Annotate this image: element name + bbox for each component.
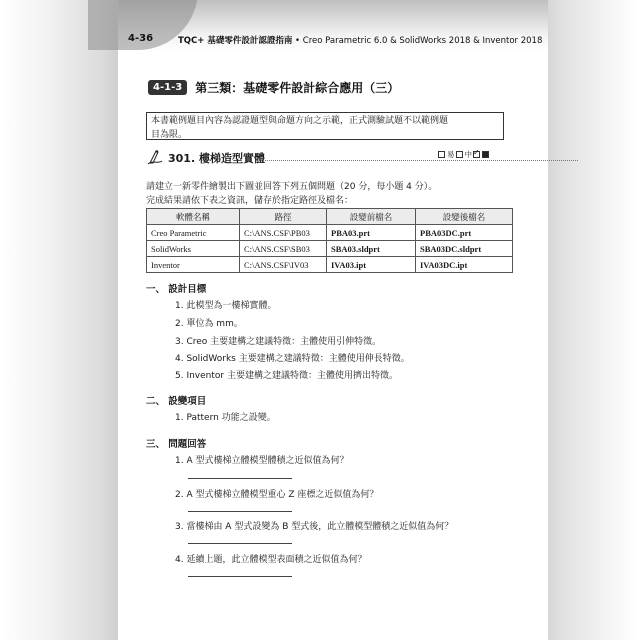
difficulty-hard-filled-box-icon bbox=[482, 151, 489, 158]
table-header: 軟體名稱 bbox=[147, 209, 240, 225]
table-cell-before: PBA03.prt bbox=[327, 225, 416, 241]
difficulty-easy-checkbox bbox=[438, 151, 445, 158]
table-row bbox=[147, 225, 513, 241]
table-row bbox=[147, 241, 513, 257]
list-item: 1. 此模型為一樓梯實體。 bbox=[175, 301, 277, 311]
design-goals-heading: 一、 設計目標 bbox=[146, 284, 207, 295]
table-cell-path: C:\ANS.CSF\PB03 bbox=[240, 225, 327, 241]
answer-line bbox=[188, 478, 292, 479]
design-change-heading: 二、 設變項目 bbox=[146, 396, 207, 407]
table-cell-software: Inventor bbox=[147, 257, 240, 273]
answer-line bbox=[188, 576, 292, 577]
left-page-shadow bbox=[0, 0, 118, 640]
table-cell-before: SBA03.sldprt bbox=[327, 241, 416, 257]
table-row bbox=[147, 257, 513, 273]
difficulty-easy-label: 易 bbox=[447, 150, 455, 159]
difficulty-indicator bbox=[436, 149, 490, 160]
list-item: 2. 單位為 mm。 bbox=[175, 319, 243, 329]
table-cell-after: IVA03DC.ipt bbox=[416, 257, 513, 273]
table-cell-before: IVA03.ipt bbox=[327, 257, 416, 273]
question-heading bbox=[146, 148, 508, 166]
section-title: 第三類：基礎零件設計綜合應用（三） bbox=[195, 81, 400, 95]
table-header: 設變後檔名 bbox=[416, 209, 513, 225]
table-cell-after: SBA03DC.sldprt bbox=[416, 241, 513, 257]
book-title-bold: TQC+ 基礎零件設計認證指南 bbox=[178, 36, 293, 46]
answer-line bbox=[188, 543, 292, 544]
difficulty-medium-label: 中 bbox=[464, 150, 472, 159]
notice-box bbox=[146, 112, 504, 140]
right-page-shadow bbox=[548, 0, 640, 640]
table-cell-software: Creo Parametric bbox=[147, 225, 240, 241]
question-title: 301. 樓梯造型實體 bbox=[168, 152, 265, 165]
notice-line-1: 本書範例題目內容為認證題型與命題方向之示範，正式測驗試題不以範例題 bbox=[151, 116, 449, 126]
page-number: 4-36 bbox=[128, 33, 154, 44]
intro-line-2: 完成結果請依下表之資訊，儲存於指定路徑及檔名： bbox=[146, 196, 354, 206]
list-item: 3. Creo 主要建構之建議特徵：主體使用引伸特徵。 bbox=[175, 337, 382, 347]
table-cell-path: C:\ANS.CSF\SB03 bbox=[240, 241, 327, 257]
table-cell-after: PBA03DC.prt bbox=[416, 225, 513, 241]
questions-heading: 三、 問題回答 bbox=[146, 439, 207, 450]
list-item: 1. Pattern 功能之設變。 bbox=[175, 413, 276, 423]
table-cell-path: C:\ANS.CSF\IV03 bbox=[240, 257, 327, 273]
list-item: 2. A 型式樓梯立體模型重心 Z 座標之近似值為何？ bbox=[175, 490, 379, 500]
list-item: 1. A 型式樓梯立體模型體積之近似值為何？ bbox=[175, 456, 349, 466]
notice-line-2: 目為限。 bbox=[151, 130, 188, 140]
intro-line-1: 請建立一新零件繪製出下圖並回答下列五個問題（20 分，每小題 4 分）。 bbox=[146, 182, 438, 192]
table-header: 設變前檔名 bbox=[327, 209, 416, 225]
page-header bbox=[118, 0, 548, 70]
list-item: 5. Inventor 主要建構之建議特徵：主體使用擠出特徵。 bbox=[175, 371, 398, 381]
list-item: 3. 當樓梯由 A 型式設變為 B 型式後，此立體模型體積之近似值為何？ bbox=[175, 522, 454, 532]
book-title bbox=[178, 34, 542, 46]
difficulty-medium-checkbox bbox=[456, 151, 463, 158]
list-item: 4. SolidWorks 主要建構之建議特徵：主體使用伸長特徵。 bbox=[175, 354, 410, 364]
table-header: 路徑 bbox=[240, 209, 327, 225]
book-title-rest: • Creo Parametric 6.0 & SolidWorks 2018 & Inventor 2018 bbox=[292, 36, 543, 46]
file-info-table bbox=[146, 208, 513, 273]
table-header-row bbox=[147, 209, 513, 225]
answer-line bbox=[188, 511, 292, 512]
list-item: 4. 延續上題，此立體模型表面積之近似值為何？ bbox=[175, 555, 367, 565]
difficulty-hard-checkmark-icon bbox=[473, 151, 480, 158]
section-badge: 4-1-3 bbox=[148, 80, 187, 95]
pen-tool-icon bbox=[146, 148, 164, 166]
question-dotted-leader bbox=[256, 160, 578, 161]
table-cell-software: SolidWorks bbox=[147, 241, 240, 257]
section-heading bbox=[148, 79, 399, 96]
question-intro bbox=[146, 180, 437, 208]
